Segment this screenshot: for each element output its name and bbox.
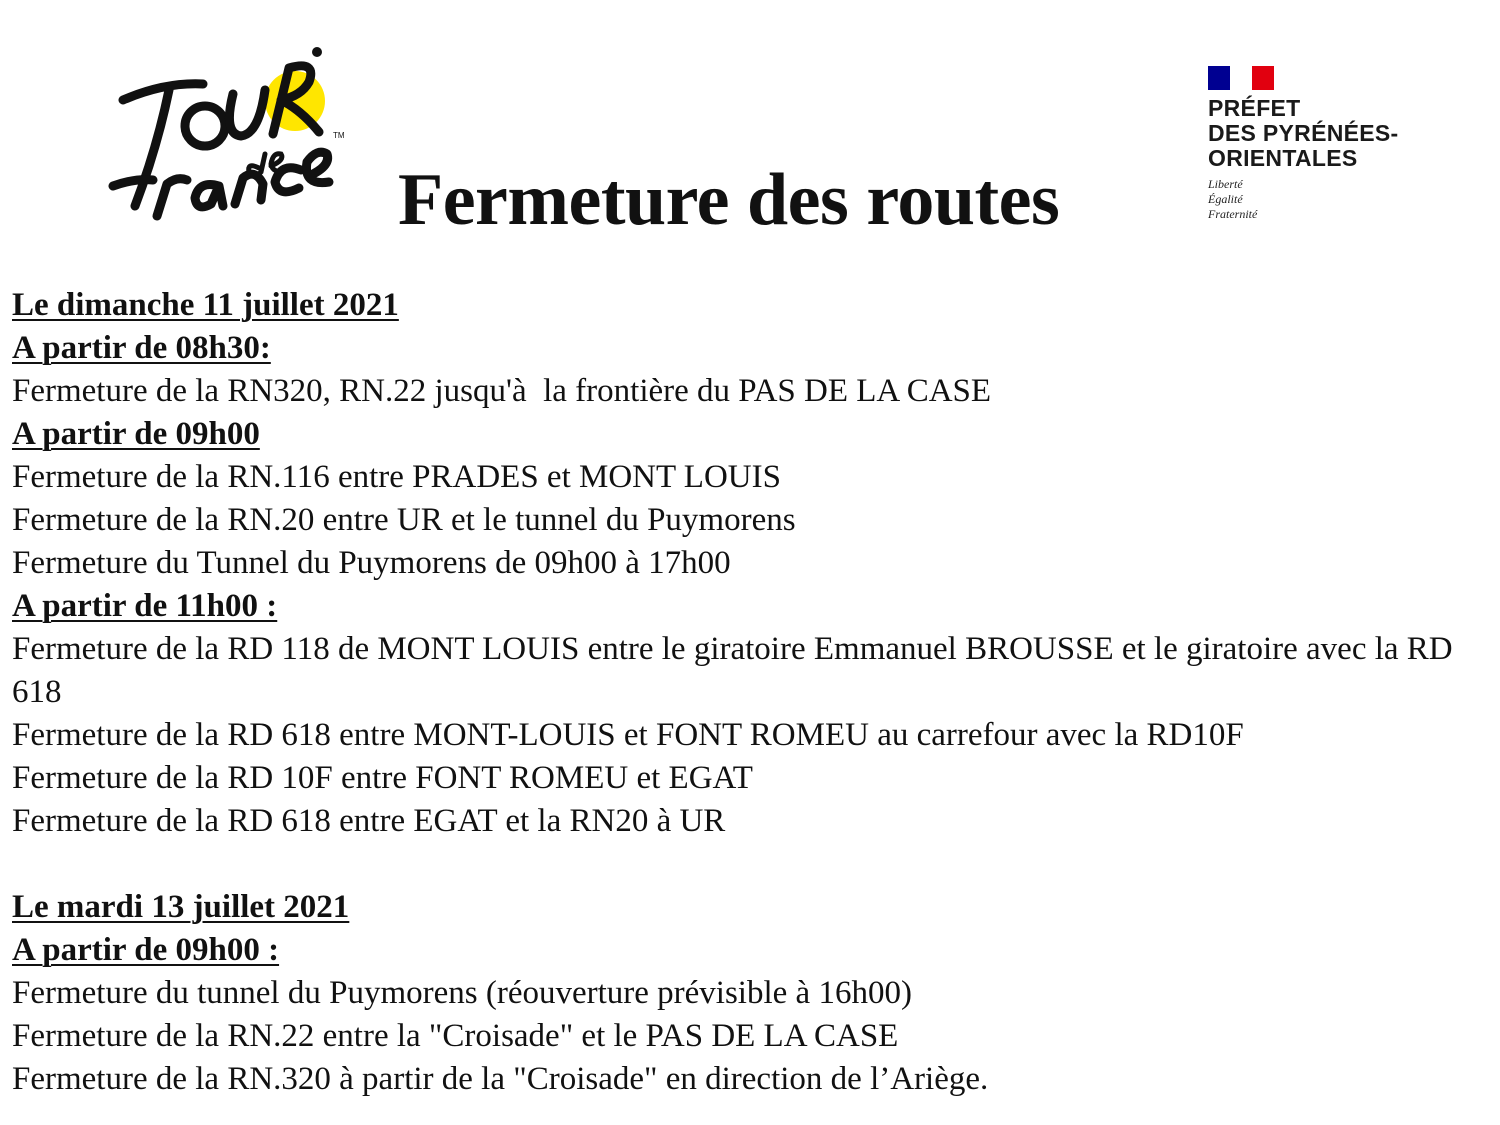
- section-spacer: [12, 843, 1488, 886]
- prefecture-name-line: PRÉFET: [1208, 95, 1301, 121]
- closure-item: Fermeture du tunnel du Puymorens (réouverture prévisible à 16h00): [12, 975, 912, 1011]
- time-heading: A partir de 11h00 :: [12, 588, 278, 624]
- tour-de-france-logo: [95, 38, 355, 243]
- section-tuesday: [12, 886, 1488, 1101]
- motto-line: Fraternité: [1208, 207, 1258, 221]
- trademark-mark: TM: [333, 131, 345, 140]
- closure-item: Fermeture de la RD 10F entre FONT ROMEU et EGAT: [12, 760, 753, 796]
- flag-red-stripe: [1252, 66, 1274, 90]
- page-title: Fermeture des routes: [398, 159, 1060, 241]
- closure-item: Fermeture de la RN.20 entre UR et le tunnel du Puymorens: [12, 502, 796, 538]
- flag-blue-stripe: [1208, 66, 1230, 90]
- time-heading: A partir de 09h00 :: [12, 932, 280, 968]
- section-sunday: [12, 284, 1488, 843]
- prefecture-name-line: ORIENTALES: [1208, 145, 1358, 171]
- flag-white-stripe: [1230, 66, 1252, 90]
- motto-line: Égalité: [1208, 192, 1243, 206]
- closure-item: Fermeture du Tunnel du Puymorens de 09h00 à 17h00: [12, 545, 731, 581]
- section-date: Le mardi 13 juillet 2021: [12, 889, 350, 925]
- section-date: Le dimanche 11 juillet 2021: [12, 287, 399, 323]
- closure-item: Fermeture de la RD 618 entre MONT-LOUIS et FONT ROMEU au carrefour avec la RD10F: [12, 717, 1244, 753]
- republic-motto: [1208, 177, 1418, 222]
- closure-item: Fermeture de la RD 118 de MONT LOUIS entre le giratoire Emmanuel BROUSSE et le giratoire avec la RD 618: [12, 631, 1453, 710]
- closure-item: Fermeture de la RD 618 entre EGAT et la RN20 à UR: [12, 803, 726, 839]
- closure-item: Fermeture de la RN.116 entre PRADES et MONT LOUIS: [12, 459, 781, 495]
- motto-line: Liberté: [1208, 177, 1243, 191]
- time-heading: A partir de 08h30:: [12, 330, 271, 366]
- time-heading: A partir de 09h00: [12, 416, 260, 452]
- prefecture-logo: [1208, 66, 1418, 222]
- prefecture-name: [1208, 96, 1418, 171]
- french-flag-icon: [1208, 66, 1274, 90]
- tour-de-france-logo-graphic: [95, 38, 355, 243]
- closure-item: Fermeture de la RN.22 entre la "Croisade" et le PAS DE LA CASE: [12, 1018, 899, 1054]
- closures-content: [12, 284, 1488, 1101]
- closure-item: Fermeture de la RN320, RN.22 jusqu'à la frontière du PAS DE LA CASE: [12, 373, 992, 409]
- prefecture-name-line: DES PYRÉNÉES-: [1208, 120, 1399, 146]
- closure-item: Fermeture de la RN.320 à partir de la "Croisade" en direction de l’Ariège.: [12, 1061, 989, 1097]
